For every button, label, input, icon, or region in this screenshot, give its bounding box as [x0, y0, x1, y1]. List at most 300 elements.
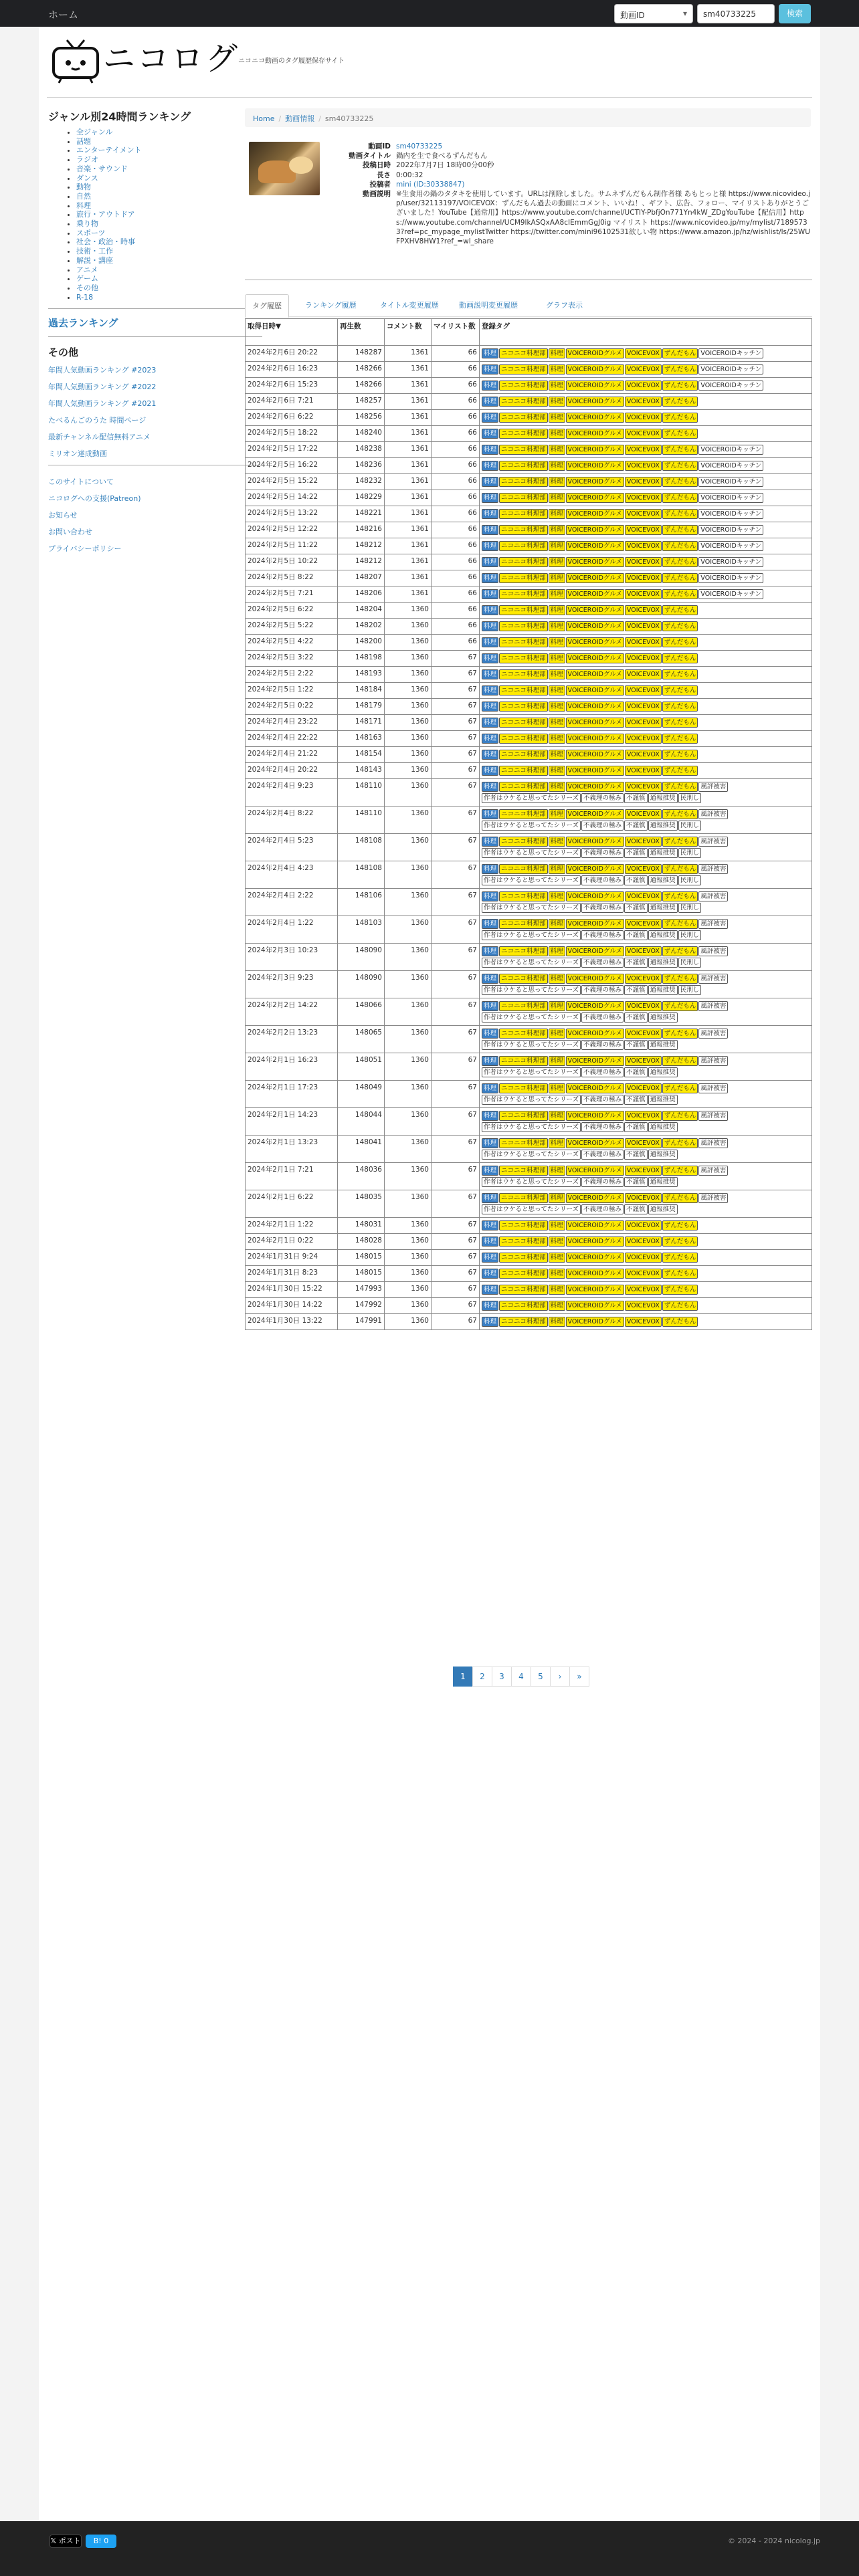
- tag[interactable]: VOICEVOX: [625, 381, 662, 391]
- tag[interactable]: ニコニコ料理部: [499, 589, 548, 599]
- tag[interactable]: VOICEROIDグルメ: [566, 413, 624, 423]
- tag[interactable]: ニコニコ料理部: [499, 946, 548, 956]
- tag[interactable]: ニコニコ料理部: [499, 509, 548, 519]
- tag[interactable]: ニコニコ料理部: [499, 445, 548, 455]
- tag[interactable]: 料理: [549, 685, 565, 695]
- tag[interactable]: 料理: [549, 718, 565, 728]
- tag[interactable]: ずんだもん: [662, 429, 698, 439]
- tag[interactable]: 通報推奨: [648, 1095, 678, 1105]
- tag[interactable]: 料理: [482, 525, 498, 535]
- tag[interactable]: VOICEROIDキッチン: [698, 493, 763, 503]
- tag[interactable]: 通報推奨: [648, 875, 678, 885]
- tag[interactable]: 料理: [482, 461, 498, 471]
- other-link[interactable]: たべるんごのうた 時間ページ: [48, 416, 147, 425]
- tag[interactable]: 作者はウケると思ってたシリーズ: [482, 958, 581, 968]
- tag[interactable]: VOICEVOX: [625, 1285, 662, 1295]
- other-link[interactable]: 年間人気動画ランキング #2021: [48, 399, 157, 409]
- tag[interactable]: VOICEVOX: [625, 493, 662, 503]
- tag[interactable]: 料理: [482, 750, 498, 760]
- tag[interactable]: VOICEVOX: [625, 837, 662, 847]
- tag[interactable]: 作者はウケると思ってたシリーズ: [482, 903, 581, 913]
- video-info-value[interactable]: sm40733225: [396, 142, 443, 150]
- search-type-select[interactable]: 動画ID ▾: [614, 4, 693, 23]
- tag[interactable]: VOICEVOX: [625, 891, 662, 901]
- tag[interactable]: VOICEROIDグルメ: [566, 605, 624, 615]
- past-ranking-link[interactable]: 過去ランキング: [48, 317, 118, 330]
- tag[interactable]: VOICEROIDグルメ: [566, 1269, 624, 1279]
- site-link[interactable]: このサイトについて: [48, 477, 114, 487]
- tag[interactable]: 料理: [549, 1138, 565, 1148]
- tag[interactable]: 通報推奨: [648, 1204, 678, 1214]
- tag[interactable]: VOICEROIDキッチン: [698, 348, 763, 358]
- tag[interactable]: 風評被害: [698, 1111, 728, 1121]
- tag[interactable]: 不義理の極み: [581, 1012, 624, 1023]
- tag[interactable]: ずんだもん: [662, 837, 698, 847]
- tag[interactable]: 料理: [482, 1029, 498, 1039]
- tag[interactable]: ずんだもん: [662, 782, 698, 792]
- page-link[interactable]: »: [569, 1667, 589, 1687]
- tag[interactable]: ニコニコ料理部: [499, 702, 548, 712]
- tag[interactable]: 料理: [549, 573, 565, 583]
- video-thumbnail[interactable]: [249, 142, 320, 195]
- tag[interactable]: 料理: [549, 1220, 565, 1230]
- tag[interactable]: ずんだもん: [662, 1166, 698, 1176]
- tag[interactable]: 民刑し: [678, 875, 702, 885]
- tag[interactable]: ニコニコ料理部: [499, 1269, 548, 1279]
- tag[interactable]: VOICEROIDグルメ: [566, 837, 624, 847]
- tag[interactable]: 料理: [549, 1029, 565, 1039]
- tag[interactable]: 不義理の極み: [581, 1204, 624, 1214]
- tag[interactable]: ニコニコ料理部: [499, 348, 548, 358]
- tag[interactable]: VOICEROIDグルメ: [566, 541, 624, 551]
- tag[interactable]: 通報推奨: [648, 958, 678, 968]
- tag[interactable]: VOICEVOX: [625, 1056, 662, 1066]
- tag[interactable]: 料理: [549, 766, 565, 776]
- tag[interactable]: 料理: [549, 782, 565, 792]
- tag[interactable]: 料理: [482, 557, 498, 567]
- tag[interactable]: 料理: [549, 1001, 565, 1011]
- tag[interactable]: 作者はウケると思ってたシリーズ: [482, 875, 581, 885]
- tag[interactable]: ニコニコ料理部: [499, 413, 548, 423]
- tag[interactable]: ずんだもん: [662, 750, 698, 760]
- tag[interactable]: ずんだもん: [662, 1253, 698, 1263]
- tag[interactable]: ずんだもん: [662, 1001, 698, 1011]
- site-logo[interactable]: ニコログ: [103, 40, 240, 78]
- tag[interactable]: 作者はウケると思ってたシリーズ: [482, 1177, 581, 1187]
- tag[interactable]: 料理: [482, 348, 498, 358]
- tag[interactable]: ずんだもん: [662, 605, 698, 615]
- tab-0[interactable]: タグ履歴: [245, 294, 289, 318]
- tag[interactable]: 通報推奨: [648, 1012, 678, 1023]
- tag[interactable]: 料理: [549, 429, 565, 439]
- tag[interactable]: 料理: [482, 429, 498, 439]
- tag[interactable]: 通報推奨: [648, 1067, 678, 1077]
- tag[interactable]: VOICEVOX: [625, 669, 662, 679]
- tag[interactable]: 料理: [482, 1301, 498, 1311]
- tag[interactable]: 不義理の極み: [581, 821, 624, 831]
- tag[interactable]: VOICEROIDキッチン: [698, 589, 763, 599]
- tag[interactable]: 風評被害: [698, 1138, 728, 1148]
- tag[interactable]: 料理: [549, 637, 565, 647]
- genre-link[interactable]: 自然: [76, 191, 91, 201]
- tag[interactable]: 料理: [482, 1111, 498, 1121]
- tag[interactable]: VOICEROIDグルメ: [566, 557, 624, 567]
- tag[interactable]: VOICEROIDキッチン: [698, 445, 763, 455]
- tag[interactable]: VOICEROIDグルメ: [566, 946, 624, 956]
- other-link[interactable]: ミリオン達成動画: [48, 449, 107, 459]
- genre-link[interactable]: 話題: [76, 136, 91, 146]
- tag[interactable]: VOICEROIDグルメ: [566, 685, 624, 695]
- tag[interactable]: 料理: [482, 669, 498, 679]
- tag[interactable]: VOICEVOX: [625, 1166, 662, 1176]
- tag[interactable]: 不義理の極み: [581, 793, 624, 803]
- tag[interactable]: VOICEROIDグルメ: [566, 1166, 624, 1176]
- tag[interactable]: ずんだもん: [662, 919, 698, 929]
- tag[interactable]: VOICEROIDグルメ: [566, 653, 624, 663]
- tag[interactable]: 作者はウケると思ってたシリーズ: [482, 930, 581, 940]
- tag[interactable]: VOICEVOX: [625, 766, 662, 776]
- tag[interactable]: ずんだもん: [662, 348, 698, 358]
- tag[interactable]: 料理: [549, 891, 565, 901]
- tag[interactable]: ずんだもん: [662, 461, 698, 471]
- tag[interactable]: ニコニコ料理部: [499, 653, 548, 663]
- tag[interactable]: VOICEROIDグルメ: [566, 573, 624, 583]
- tag[interactable]: VOICEROIDキッチン: [698, 525, 763, 535]
- site-link[interactable]: ニコログへの支援(Patreon): [48, 494, 141, 504]
- tag[interactable]: 料理: [482, 589, 498, 599]
- tag[interactable]: VOICEVOX: [625, 605, 662, 615]
- tag[interactable]: 料理: [549, 1083, 565, 1093]
- tag[interactable]: ずんだもん: [662, 1193, 698, 1203]
- other-link[interactable]: 年間人気動画ランキング #2022: [48, 383, 157, 392]
- tag[interactable]: 風評被害: [698, 891, 728, 901]
- page-link[interactable]: ›: [550, 1667, 570, 1687]
- tag[interactable]: 不謹慎: [624, 1040, 648, 1050]
- tag[interactable]: 不謹慎: [624, 793, 648, 803]
- tag[interactable]: ニコニコ料理部: [499, 750, 548, 760]
- tag[interactable]: 通報推奨: [648, 793, 678, 803]
- tag[interactable]: VOICEROIDグルメ: [566, 974, 624, 984]
- tag[interactable]: 通報推奨: [648, 985, 678, 995]
- genre-link[interactable]: 解説・講座: [76, 255, 113, 265]
- tag[interactable]: 不謹慎: [624, 848, 648, 858]
- tag[interactable]: 料理: [482, 1056, 498, 1066]
- tag[interactable]: 料理: [549, 809, 565, 819]
- tag[interactable]: ずんだもん: [662, 653, 698, 663]
- tag[interactable]: 民刑し: [678, 793, 702, 803]
- tag[interactable]: VOICEVOX: [625, 1001, 662, 1011]
- tag[interactable]: 民刑し: [678, 903, 702, 913]
- tag[interactable]: ニコニコ料理部: [499, 669, 548, 679]
- tag[interactable]: 料理: [549, 1253, 565, 1263]
- tag[interactable]: 料理: [549, 1111, 565, 1121]
- tag[interactable]: VOICEROIDグルメ: [566, 734, 624, 744]
- tag[interactable]: 料理: [549, 1237, 565, 1247]
- tag[interactable]: ニコニコ料理部: [499, 766, 548, 776]
- tag[interactable]: ニコニコ料理部: [499, 1253, 548, 1263]
- tag[interactable]: 民刑し: [678, 930, 702, 940]
- genre-link[interactable]: 技術・工作: [76, 247, 113, 256]
- tag[interactable]: 料理: [482, 621, 498, 631]
- tag[interactable]: VOICEROIDグルメ: [566, 525, 624, 535]
- tag[interactable]: VOICEVOX: [625, 509, 662, 519]
- tag[interactable]: VOICEVOX: [625, 750, 662, 760]
- tag[interactable]: ずんだもん: [662, 1237, 698, 1247]
- tag[interactable]: 風評被害: [698, 1029, 728, 1039]
- tag[interactable]: 料理: [549, 974, 565, 984]
- genre-link[interactable]: スポーツ: [76, 228, 106, 237]
- video-info-value[interactable]: mini (ID:30338847): [396, 180, 465, 189]
- tag[interactable]: VOICEROIDグルメ: [566, 493, 624, 503]
- tag[interactable]: VOICEROIDグルメ: [566, 1029, 624, 1039]
- tag[interactable]: ニコニコ料理部: [499, 734, 548, 744]
- tag[interactable]: 不義理の極み: [581, 958, 624, 968]
- breadcrumb-video-info[interactable]: 動画情報: [285, 114, 315, 123]
- tag[interactable]: 料理: [549, 750, 565, 760]
- tag[interactable]: 料理: [549, 381, 565, 391]
- tag[interactable]: 料理: [482, 605, 498, 615]
- tag[interactable]: ずんだもん: [662, 669, 698, 679]
- tag[interactable]: ニコニコ料理部: [499, 685, 548, 695]
- tag[interactable]: 料理: [549, 541, 565, 551]
- tag[interactable]: ニコニコ料理部: [499, 637, 548, 647]
- column-header[interactable]: 取得日時▼: [246, 319, 338, 346]
- tag[interactable]: VOICEVOX: [625, 653, 662, 663]
- tag[interactable]: ずんだもん: [662, 1317, 698, 1327]
- search-button[interactable]: 検索: [779, 4, 811, 23]
- genre-link[interactable]: 旅行・アウトドア: [76, 210, 135, 219]
- tag[interactable]: 通報推奨: [648, 930, 678, 940]
- tag[interactable]: VOICEVOX: [625, 429, 662, 439]
- genre-link[interactable]: エンターテイメント: [76, 146, 142, 155]
- tag[interactable]: VOICEROIDグルメ: [566, 1237, 624, 1247]
- tab-4[interactable]: グラフ表示: [546, 301, 583, 310]
- tag[interactable]: ニコニコ料理部: [499, 1056, 548, 1066]
- tag[interactable]: 料理: [482, 1138, 498, 1148]
- tag[interactable]: ニコニコ料理部: [499, 837, 548, 847]
- tag[interactable]: 作者はウケると思ってたシリーズ: [482, 1150, 581, 1160]
- tag[interactable]: VOICEROIDグルメ: [566, 589, 624, 599]
- tag[interactable]: 通報推奨: [648, 1040, 678, 1050]
- tab-1[interactable]: ランキング履歴: [305, 301, 357, 310]
- tag[interactable]: 料理: [482, 1317, 498, 1327]
- tag[interactable]: 不義理の極み: [581, 1067, 624, 1077]
- tag[interactable]: VOICEROIDグルメ: [566, 782, 624, 792]
- tag[interactable]: 料理: [482, 381, 498, 391]
- tag[interactable]: VOICEVOX: [625, 413, 662, 423]
- tag[interactable]: ずんだもん: [662, 637, 698, 647]
- tag[interactable]: ニコニコ料理部: [499, 381, 548, 391]
- tag[interactable]: VOICEROIDキッチン: [698, 557, 763, 567]
- tag[interactable]: VOICEROIDグルメ: [566, 477, 624, 487]
- tag[interactable]: VOICEROIDグルメ: [566, 1285, 624, 1295]
- tag[interactable]: 不義理の極み: [581, 875, 624, 885]
- genre-link[interactable]: 社会・政治・時事: [76, 237, 135, 247]
- tag[interactable]: 料理: [482, 1166, 498, 1176]
- tag[interactable]: VOICEROIDキッチン: [698, 461, 763, 471]
- tag[interactable]: ニコニコ料理部: [499, 541, 548, 551]
- tag[interactable]: 風評被害: [698, 1001, 728, 1011]
- other-link[interactable]: 最新チャンネル配信無料アニメ: [48, 433, 151, 442]
- tag[interactable]: VOICEVOX: [625, 1269, 662, 1279]
- tag[interactable]: 不謹慎: [624, 1122, 648, 1132]
- tag[interactable]: 料理: [482, 364, 498, 374]
- tag[interactable]: 料理: [549, 348, 565, 358]
- tag[interactable]: ニコニコ料理部: [499, 477, 548, 487]
- tag[interactable]: VOICEROIDグルメ: [566, 1111, 624, 1121]
- tag[interactable]: ずんだもん: [662, 809, 698, 819]
- tag[interactable]: 料理: [482, 477, 498, 487]
- tag[interactable]: 料理: [482, 1237, 498, 1247]
- tag[interactable]: 料理: [482, 946, 498, 956]
- tag[interactable]: 料理: [549, 669, 565, 679]
- tag[interactable]: ずんだもん: [662, 445, 698, 455]
- tag[interactable]: 不謹慎: [624, 1150, 648, 1160]
- genre-link[interactable]: R-18: [76, 292, 94, 302]
- tag[interactable]: VOICEVOX: [625, 809, 662, 819]
- tag[interactable]: ずんだもん: [662, 718, 698, 728]
- tag[interactable]: ずんだもん: [662, 1083, 698, 1093]
- tag[interactable]: VOICEROIDグルメ: [566, 669, 624, 679]
- tag[interactable]: 料理: [549, 477, 565, 487]
- tag[interactable]: 料理: [549, 946, 565, 956]
- tag[interactable]: VOICEROIDグルメ: [566, 381, 624, 391]
- tag[interactable]: VOICEROIDキッチン: [698, 364, 763, 374]
- tag[interactable]: ニコニコ料理部: [499, 782, 548, 792]
- tag[interactable]: 通報推奨: [648, 1177, 678, 1187]
- page-link[interactable]: 4: [511, 1667, 531, 1687]
- tag[interactable]: VOICEVOX: [625, 397, 662, 407]
- page-link[interactable]: 3: [492, 1667, 512, 1687]
- tag[interactable]: 料理: [482, 809, 498, 819]
- tag[interactable]: VOICEVOX: [625, 1138, 662, 1148]
- tag[interactable]: 民刑し: [678, 958, 702, 968]
- tag[interactable]: 料理: [549, 461, 565, 471]
- tab-2[interactable]: タイトル変更履歴: [380, 301, 439, 310]
- tag[interactable]: VOICEROIDキッチン: [698, 477, 763, 487]
- tag[interactable]: 民刑し: [678, 848, 702, 858]
- tag[interactable]: 風評被害: [698, 1166, 728, 1176]
- genre-link[interactable]: 音楽・サウンド: [76, 164, 128, 173]
- tag[interactable]: 不義理の極み: [581, 1095, 624, 1105]
- tag[interactable]: 料理: [549, 1301, 565, 1311]
- tag[interactable]: VOICEVOX: [625, 864, 662, 874]
- tag[interactable]: VOICEROIDキッチン: [698, 381, 763, 391]
- tag[interactable]: 料理: [549, 621, 565, 631]
- site-link[interactable]: お知らせ: [48, 511, 78, 520]
- tag[interactable]: 作者はウケると思ってたシリーズ: [482, 1095, 581, 1105]
- tag[interactable]: 風評被害: [698, 1083, 728, 1093]
- tag[interactable]: ずんだもん: [662, 946, 698, 956]
- tag[interactable]: VOICEVOX: [625, 685, 662, 695]
- tag[interactable]: VOICEROIDグルメ: [566, 1317, 624, 1327]
- page-link[interactable]: 2: [472, 1667, 492, 1687]
- tag[interactable]: ニコニコ料理部: [499, 891, 548, 901]
- tag[interactable]: 作者はウケると思ってたシリーズ: [482, 1122, 581, 1132]
- tag[interactable]: VOICEROIDグルメ: [566, 445, 624, 455]
- tag[interactable]: VOICEVOX: [625, 348, 662, 358]
- tag[interactable]: 不義理の極み: [581, 1040, 624, 1050]
- tag[interactable]: VOICEROIDグルメ: [566, 864, 624, 874]
- tag[interactable]: VOICEVOX: [625, 621, 662, 631]
- tag[interactable]: ニコニコ料理部: [499, 605, 548, 615]
- tag[interactable]: VOICEVOX: [625, 477, 662, 487]
- tag[interactable]: VOICEVOX: [625, 1193, 662, 1203]
- tag[interactable]: ずんだもん: [662, 685, 698, 695]
- tag[interactable]: 不義理の極み: [581, 985, 624, 995]
- tag[interactable]: ニコニコ料理部: [499, 919, 548, 929]
- tag[interactable]: VOICEVOX: [625, 974, 662, 984]
- tag[interactable]: 料理: [482, 1253, 498, 1263]
- tag[interactable]: 料理: [482, 653, 498, 663]
- tag[interactable]: VOICEROIDグルメ: [566, 1056, 624, 1066]
- tag[interactable]: VOICEROIDグルメ: [566, 1083, 624, 1093]
- tag[interactable]: ニコニコ料理部: [499, 461, 548, 471]
- tag[interactable]: ずんだもん: [662, 509, 698, 519]
- tag[interactable]: ニコニコ料理部: [499, 525, 548, 535]
- tag[interactable]: 作者はウケると思ってたシリーズ: [482, 1040, 581, 1050]
- tag[interactable]: ニコニコ料理部: [499, 1285, 548, 1295]
- tag[interactable]: ずんだもん: [662, 734, 698, 744]
- tag[interactable]: 不謹慎: [624, 1095, 648, 1105]
- tag[interactable]: 料理: [549, 864, 565, 874]
- tag[interactable]: VOICEVOX: [625, 734, 662, 744]
- tag[interactable]: VOICEROIDグルメ: [566, 1253, 624, 1263]
- tag[interactable]: VOICEVOX: [625, 782, 662, 792]
- tag[interactable]: ずんだもん: [662, 413, 698, 423]
- tag[interactable]: ニコニコ料理部: [499, 864, 548, 874]
- tag[interactable]: ニコニコ料理部: [499, 397, 548, 407]
- tag[interactable]: VOICEVOX: [625, 525, 662, 535]
- tag[interactable]: VOICEROIDグルメ: [566, 1001, 624, 1011]
- tag[interactable]: VOICEROIDグルメ: [566, 509, 624, 519]
- tag[interactable]: VOICEVOX: [625, 1220, 662, 1230]
- genre-link[interactable]: 料理: [76, 201, 91, 210]
- tag[interactable]: 不謹慎: [624, 930, 648, 940]
- tag[interactable]: 料理: [482, 919, 498, 929]
- tag[interactable]: VOICEVOX: [625, 919, 662, 929]
- tag[interactable]: 不謹慎: [624, 1177, 648, 1187]
- tag[interactable]: 不義理の極み: [581, 903, 624, 913]
- tag[interactable]: 料理: [549, 1056, 565, 1066]
- tag[interactable]: VOICEROIDグルメ: [566, 621, 624, 631]
- tag[interactable]: 料理: [482, 541, 498, 551]
- tag[interactable]: ニコニコ料理部: [499, 573, 548, 583]
- tag[interactable]: VOICEVOX: [625, 1253, 662, 1263]
- tag[interactable]: 料理: [482, 573, 498, 583]
- genre-link[interactable]: 動物: [76, 183, 91, 192]
- page-link[interactable]: 5: [531, 1667, 551, 1687]
- tag[interactable]: 料理: [549, 1269, 565, 1279]
- tag[interactable]: 料理: [549, 1166, 565, 1176]
- tag[interactable]: VOICEROIDグルメ: [566, 1193, 624, 1203]
- x-share-button[interactable]: 𝕏 ポスト: [50, 2535, 82, 2548]
- tag[interactable]: 不義理の極み: [581, 848, 624, 858]
- tag[interactable]: 作者はウケると思ってたシリーズ: [482, 848, 581, 858]
- tag[interactable]: 料理: [482, 1193, 498, 1203]
- tag[interactable]: ニコニコ料理部: [499, 1237, 548, 1247]
- tag[interactable]: 不謹慎: [624, 821, 648, 831]
- tag[interactable]: VOICEVOX: [625, 702, 662, 712]
- tag[interactable]: ニコニコ料理部: [499, 718, 548, 728]
- tag[interactable]: 料理: [549, 589, 565, 599]
- tag[interactable]: 料理: [482, 782, 498, 792]
- tag[interactable]: VOICEROIDグルメ: [566, 809, 624, 819]
- tag[interactable]: ずんだもん: [662, 364, 698, 374]
- tag[interactable]: 料理: [482, 413, 498, 423]
- tag[interactable]: ずんだもん: [662, 766, 698, 776]
- tag[interactable]: ずんだもん: [662, 1029, 698, 1039]
